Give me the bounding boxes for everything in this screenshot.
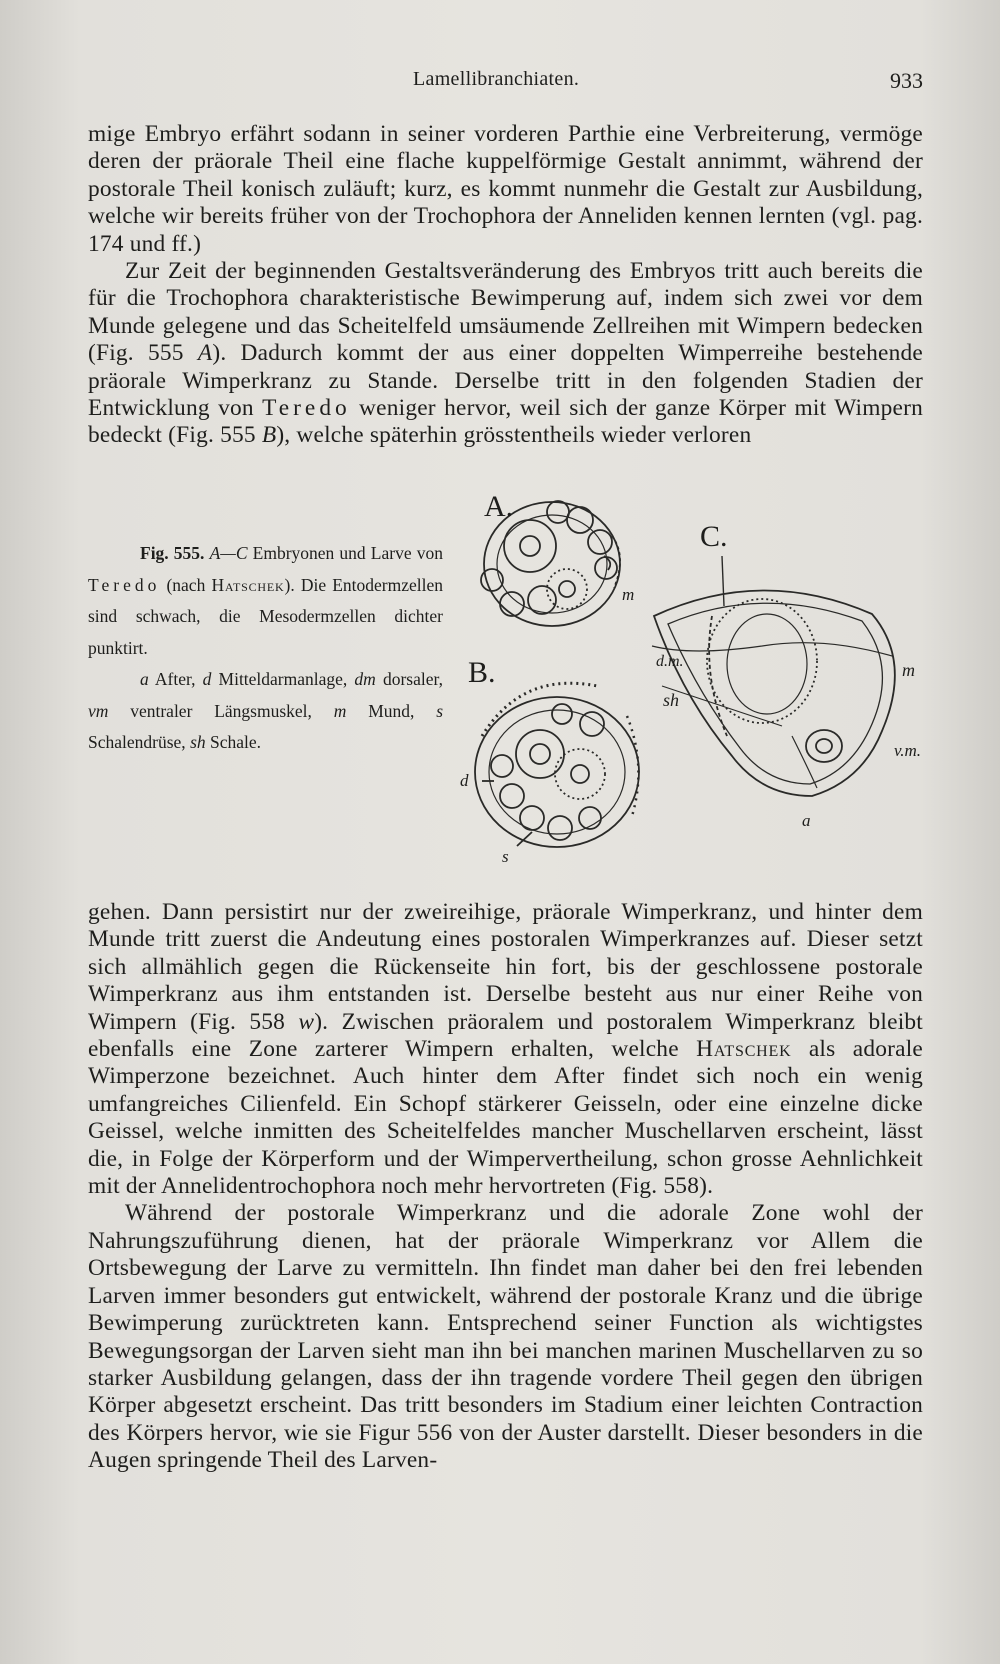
author-name: Hatschek [211,574,285,595]
figure-ref: w [298,1008,315,1035]
figure-ref: A [197,340,213,367]
paragraph-4: Während der postorale Wimperkranz und die adorale Zone wohl der Nahrungszuführung dienen, hat der präorale Wimperkranz vor Allem die Ortsbewegung der Larve zu vermitteln. Ihn findet man daher bei den frei lebenden Larven immer besonders gut entwickelt, während der postorale Kranz und die übrige Bewimperung zurücktreten kann. Entsprechend seiner Function als wichtigstes Bewegungsorgan der Larven sieht man ihn bei manchen marinen Muschellarven zu so starker Ausbildung gelangen, dass der ihn tragende vordere Theil gegen den übrigen Körper abgesetzt erscheint. Das tritt besonders im Stadium einer leichten Contraction des Körpers hervor, wie sie Figur 556 von der Auster darstellt. Dieser besonders in die Augen springende Theil des Larven- [88,1200,923,1474]
figure-label-d: d [460,771,469,790]
text-block-top [88,121,923,450]
genus-name: Teredo [88,574,161,595]
figure-label-s: s [502,847,509,866]
genus-name: Teredo [262,395,351,422]
figure-label-vm: v.m. [894,741,922,760]
figure-label-sh: sh [663,690,680,710]
page-number: 933 [890,68,923,93]
larva-c-drawing [652,556,895,796]
figure-label-m: m [622,585,635,604]
figure-label-m-c: m [902,660,915,680]
embryo-larva-drawing [460,490,932,886]
page-header [88,68,923,98]
running-head: Lamellibranchiaten. [413,68,580,90]
figure-555-illustration [460,490,932,886]
embryo-b-drawing [475,683,639,847]
figure-label-a: A. [484,490,514,523]
figure-legend: a After, d Mitteldarmanlage, dm dorsaler, vm ventraler Längsmuskel, m Mund, s Schalendrüse, sh Schale. [88,669,443,752]
figure-label-c: C. [700,520,728,553]
paragraph-1: mige Embryo erfährt sodann in seiner vorderen Parthie eine Verbreiterung, vermöge deren der präorale Theil eine flache kuppelförmige Gestalt annimmt, während der postorale Theil konisch zuläuft; kurz, es kommt nunmehr die Gestalt zur Ausbildung, welche wir bereits früher von der Trochophora der Anneliden kennen lernten (vgl. pag. 174 und ff.) [88,121,923,257]
figure-caption: Fig. 555. A—C Embryonen und Larve von Teredo (nach Hatschek). Die Entodermzellen sind schwach, die Mesodermzellen dichter punktirt. a After, d Mitteldarmanlage, dm dorsaler, vm ventraler Längsmuskel, m Mund, s Schalendrüse, sh Schale. [88,538,443,759]
figure-label-a-c: a [802,811,811,830]
paragraph-3: gehen. Dann persistirt nur der zweireihige, präorale Wimperkranz, und hinter dem Munde tritt zuerst die Andeutung eines postoralen Wimperkranzes auf. Dieser setzt sich allmählich gegen die Rückenseite hin fort, bis der geschlossene postorale Wimperkranz aus ihm entstanden ist. Derselbe besteht aus nur einer Reihe von Wimpern (Fig. 558 w). Zwischen präoralem und postoralem Wimperkranz bleibt ebenfalls eine Zone zarterer Wimpern erhalten, welche Hatschek als adorale Wimperzone bezeichnet. Auch hinter dem After findet sich noch ein wenig umfangreiches Cilienfeld. Ein Schopf stärkerer Geisseln, oder eine einzelne dicke Geissel, welche inmitten des Scheitelfeldes mancher Muschellarven erscheint, lässt die, in Folge der Körperform und der Wimpervertheilung, schon grosse Aehnlichkeit mit der Annelidentrochophora noch mehr hervortreten (Fig. 558). [88,899,924,1200]
figure-label-dm: d.m. [656,653,684,670]
figure-label-b: B. [468,656,496,689]
text-block-bottom [88,899,923,1475]
paragraph-2: Zur Zeit der beginnenden Gestaltsveränderung des Embryos tritt auch bereits die für die Trochophora charakteristische Bewimperung auf, indem sich zwei vor dem Munde gelegene und das Scheitelfeld umsäumende Zellreihen mit Wimpern bedecken (Fig. 555 A). Dadurch kommt der aus einer doppelten Wimperreihe bestehende präorale Wimperkranz zu Stande. Derselbe tritt in den folgenden Stadien der Entwicklung von Teredo weniger hervor, weil sich der ganze Körper mit Wimpern bedeckt (Fig. 555 B), welche späterhin grösstentheils wieder verloren [88,258,924,449]
figure-ref: B [261,422,277,449]
figure-label: Fig. 555. [140,543,205,563]
author-name: Hatschek [696,1036,792,1063]
